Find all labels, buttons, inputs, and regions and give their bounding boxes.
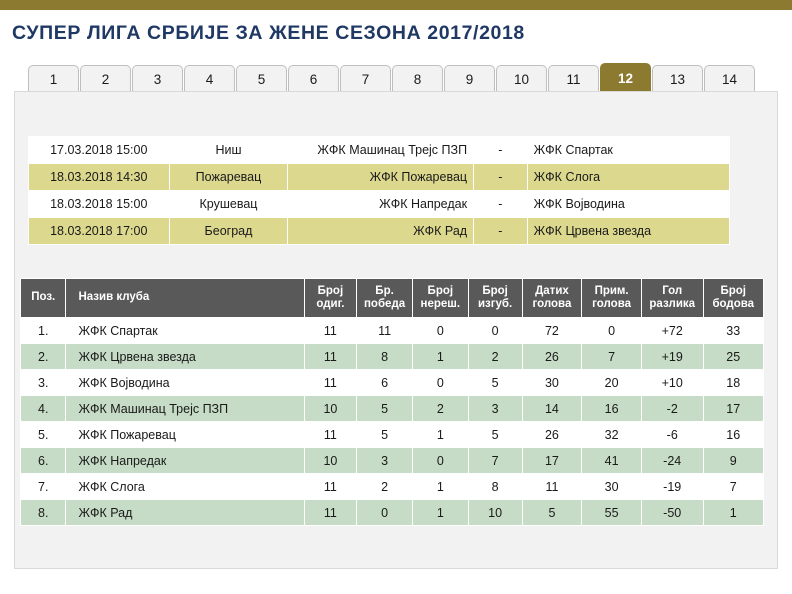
cell-points: 1 — [703, 500, 764, 526]
header-club: Назив клуба — [66, 279, 304, 318]
fixture-separator: - — [474, 164, 528, 191]
cell-goals-against: 20 — [582, 370, 642, 396]
table-row — [21, 318, 764, 344]
table-row — [29, 164, 730, 191]
cell-goal-difference: -6 — [641, 422, 703, 448]
header-goals-for: Датих голова — [522, 279, 582, 318]
fixture-separator: - — [474, 191, 528, 218]
cell-points: 18 — [703, 370, 764, 396]
cell-lost: 0 — [468, 318, 522, 344]
cell-lost: 5 — [468, 422, 522, 448]
cell-club: ЖФК Рад — [66, 500, 304, 526]
cell-club: ЖФК Војводина — [66, 370, 304, 396]
tab-round-14[interactable]: 14 — [704, 65, 755, 92]
cell-played: 11 — [304, 370, 356, 396]
tab-round-11[interactable]: 11 — [548, 65, 599, 92]
fixture-city: Пожаревац — [169, 164, 288, 191]
cell-goal-difference: -50 — [641, 500, 703, 526]
cell-drawn: 1 — [413, 474, 469, 500]
page-title: СУПЕР ЛИГА СРБИЈЕ ЗА ЖЕНЕ СЕЗОНА 2017/2018 — [12, 22, 525, 44]
table-row — [21, 396, 764, 422]
cell-played: 11 — [304, 344, 356, 370]
cell-played: 11 — [304, 474, 356, 500]
tab-round-12[interactable]: 12 — [600, 63, 651, 92]
tab-round-1[interactable]: 1 — [28, 65, 79, 92]
cell-position: 1. — [21, 318, 66, 344]
fixture-away-team: ЖФК Црвена звезда — [527, 218, 729, 245]
cell-points: 25 — [703, 344, 764, 370]
tab-round-9[interactable]: 9 — [444, 65, 495, 92]
table-row — [29, 218, 730, 245]
fixture-home-team: ЖФК Машинац Трејс ПЗП — [288, 137, 474, 164]
header-lost: Број изгуб. — [468, 279, 522, 318]
cell-position: 6. — [21, 448, 66, 474]
cell-won: 2 — [357, 474, 413, 500]
table-row — [21, 422, 764, 448]
table-row — [29, 137, 730, 164]
standings-table — [20, 278, 764, 526]
cell-lost: 8 — [468, 474, 522, 500]
cell-goals-for: 5 — [522, 500, 582, 526]
cell-points: 9 — [703, 448, 764, 474]
fixture-home-team: ЖФК Напредак — [288, 191, 474, 218]
table-row — [21, 500, 764, 526]
cell-goals-for: 17 — [522, 448, 582, 474]
cell-club: ЖФК Спартак — [66, 318, 304, 344]
header-won: Бр. победа — [357, 279, 413, 318]
cell-goals-for: 11 — [522, 474, 582, 500]
cell-won: 11 — [357, 318, 413, 344]
cell-lost: 3 — [468, 396, 522, 422]
tab-round-3[interactable]: 3 — [132, 65, 183, 92]
table-row — [21, 448, 764, 474]
tab-round-6[interactable]: 6 — [288, 65, 339, 92]
cell-goal-difference: +10 — [641, 370, 703, 396]
cell-drawn: 1 — [413, 344, 469, 370]
cell-drawn: 1 — [413, 500, 469, 526]
cell-position: 3. — [21, 370, 66, 396]
fixture-home-team: ЖФК Пожаревац — [288, 164, 474, 191]
cell-points: 16 — [703, 422, 764, 448]
cell-position: 4. — [21, 396, 66, 422]
cell-goals-for: 26 — [522, 422, 582, 448]
cell-goal-difference: -2 — [641, 396, 703, 422]
cell-goals-against: 7 — [582, 344, 642, 370]
cell-points: 33 — [703, 318, 764, 344]
cell-drawn: 0 — [413, 448, 469, 474]
header-position: Поз. — [21, 279, 66, 318]
cell-points: 17 — [703, 396, 764, 422]
fixture-home-team: ЖФК Рад — [288, 218, 474, 245]
fixture-city: Београд — [169, 218, 288, 245]
cell-played: 11 — [304, 422, 356, 448]
fixture-separator: - — [474, 137, 528, 164]
cell-won: 3 — [357, 448, 413, 474]
cell-goal-difference: +19 — [641, 344, 703, 370]
tab-round-10[interactable]: 10 — [496, 65, 547, 92]
fixture-away-team: ЖФК Спартак — [527, 137, 729, 164]
cell-position: 5. — [21, 422, 66, 448]
fixture-city: Ниш — [169, 137, 288, 164]
cell-goals-against: 30 — [582, 474, 642, 500]
cell-goals-against: 32 — [582, 422, 642, 448]
header-drawn: Број нереш. — [413, 279, 469, 318]
tab-round-13[interactable]: 13 — [652, 65, 703, 92]
tab-round-8[interactable]: 8 — [392, 65, 443, 92]
standings-header-row — [21, 279, 764, 318]
fixture-away-team: ЖФК Војводина — [527, 191, 729, 218]
cell-position: 8. — [21, 500, 66, 526]
cell-club: ЖФК Слога — [66, 474, 304, 500]
cell-position: 7. — [21, 474, 66, 500]
tab-round-7[interactable]: 7 — [340, 65, 391, 92]
cell-goals-against: 0 — [582, 318, 642, 344]
cell-club: ЖФК Машинац Трејс ПЗП — [66, 396, 304, 422]
cell-goals-for: 72 — [522, 318, 582, 344]
table-row — [29, 191, 730, 218]
cell-goal-difference: -24 — [641, 448, 703, 474]
cell-played: 11 — [304, 318, 356, 344]
cell-position: 2. — [21, 344, 66, 370]
header-points: Број бодова — [703, 279, 764, 318]
cell-won: 0 — [357, 500, 413, 526]
cell-lost: 10 — [468, 500, 522, 526]
cell-won: 8 — [357, 344, 413, 370]
fixture-datetime: 18.03.2018 15:00 — [29, 191, 170, 218]
round-tabs[interactable] — [28, 64, 756, 92]
fixture-city: Крушевац — [169, 191, 288, 218]
cell-played: 10 — [304, 448, 356, 474]
fixture-datetime: 18.03.2018 17:00 — [29, 218, 170, 245]
cell-goals-for: 14 — [522, 396, 582, 422]
tab-round-5[interactable]: 5 — [236, 65, 287, 92]
cell-lost: 5 — [468, 370, 522, 396]
cell-goal-difference: -19 — [641, 474, 703, 500]
cell-won: 5 — [357, 422, 413, 448]
cell-lost: 7 — [468, 448, 522, 474]
cell-lost: 2 — [468, 344, 522, 370]
header-played: Број одиг. — [304, 279, 356, 318]
table-row — [21, 344, 764, 370]
cell-played: 11 — [304, 500, 356, 526]
cell-played: 10 — [304, 396, 356, 422]
cell-club: ЖФК Напредак — [66, 448, 304, 474]
cell-club: ЖФК Пожаревац — [66, 422, 304, 448]
fixture-separator: - — [474, 218, 528, 245]
top-accent-bar — [0, 0, 792, 10]
fixtures-table — [28, 136, 730, 245]
tab-round-4[interactable]: 4 — [184, 65, 235, 92]
cell-won: 5 — [357, 396, 413, 422]
tab-round-2[interactable]: 2 — [80, 65, 131, 92]
fixture-datetime: 17.03.2018 15:00 — [29, 137, 170, 164]
cell-won: 6 — [357, 370, 413, 396]
cell-drawn: 2 — [413, 396, 469, 422]
table-row — [21, 370, 764, 396]
cell-points: 7 — [703, 474, 764, 500]
cell-drawn: 1 — [413, 422, 469, 448]
cell-drawn: 0 — [413, 370, 469, 396]
header-goals-against: Прим. голова — [582, 279, 642, 318]
fixture-away-team: ЖФК Слога — [527, 164, 729, 191]
cell-goals-against: 41 — [582, 448, 642, 474]
cell-goals-against: 16 — [582, 396, 642, 422]
cell-goals-for: 30 — [522, 370, 582, 396]
fixture-datetime: 18.03.2018 14:30 — [29, 164, 170, 191]
table-row — [21, 474, 764, 500]
cell-goals-for: 26 — [522, 344, 582, 370]
cell-goal-difference: +72 — [641, 318, 703, 344]
cell-goals-against: 55 — [582, 500, 642, 526]
cell-club: ЖФК Црвена звезда — [66, 344, 304, 370]
cell-drawn: 0 — [413, 318, 469, 344]
header-goal-difference: Гол разлика — [641, 279, 703, 318]
